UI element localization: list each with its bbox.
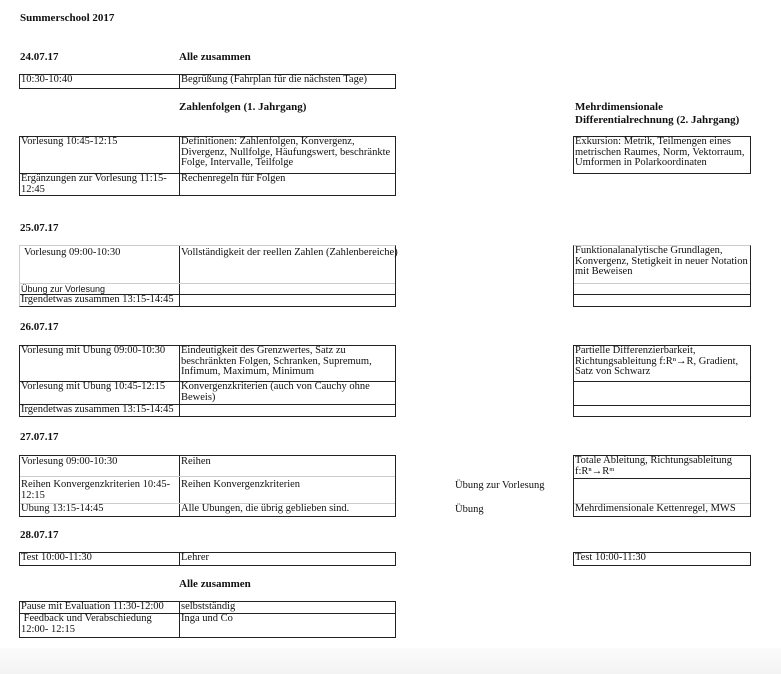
- group2-heading: [575, 101, 739, 127]
- date-heading: 25.07.17: [20, 222, 59, 234]
- topic-cell: Alle Übungen, die übrig geblieben sind.: [179, 504, 395, 516]
- topic-cell: [574, 284, 750, 294]
- topic-cell: Test 10:00-11:30: [575, 553, 646, 563]
- table-row: [574, 246, 750, 283]
- topic-cell: Mehrdimensionale Kettenregel, MWS: [575, 504, 736, 514]
- schedule-table-day5: [19, 552, 396, 566]
- date-heading: 28.07.17: [20, 529, 59, 541]
- time-cell: Vorlesung 09:00-10:30: [24, 247, 121, 258]
- topic-cell: selbstständig: [179, 602, 395, 613]
- table-row: [20, 381, 395, 404]
- time-cell: Irgendetwas zusammen 13:15-14:45: [21, 405, 174, 415]
- time-cell: Test 10:00-11:30: [21, 553, 92, 563]
- schedule-table-day3: [19, 345, 396, 417]
- topic-cell: Rechenregeln für Folgen: [179, 174, 395, 195]
- schedule-table-day3-group2: [573, 345, 751, 417]
- topic-cell: [574, 295, 750, 306]
- table-row: [20, 294, 395, 306]
- date-heading: 26.07.17: [20, 321, 59, 333]
- schedule-table-day1: [19, 136, 396, 196]
- section-heading-all: Alle zusammen: [179, 51, 251, 63]
- topic-cell: Eindeutigkeit des Grenzwertes, Satz zu beschränkten Folgen, Schranken, Supremum, Infimum, Maximum, Minimum: [179, 346, 395, 381]
- middle-label: Übung: [455, 504, 484, 515]
- topic-cell: Reihen Konvergenzkriterien: [179, 477, 395, 503]
- table-row: [20, 246, 398, 283]
- table-row: [20, 75, 395, 88]
- topic-cell: Exkursion: Metrik, Teilmengen eines metrischen Raumes, Norm, Vektorraum, Umformen in Polarkoordinaten: [575, 137, 745, 168]
- table-row: [20, 503, 395, 516]
- time-cell: Vorlesung 09:00-10:30: [21, 456, 118, 467]
- schedule-table-day2: [19, 245, 396, 307]
- group2-heading-line2: Differentialrechnung (2. Jahrgang): [575, 114, 740, 126]
- topic-cell: Funktionalanalytische Grundlagen, Konvergenz, Stetigkeit in neuer Notation mit Beweisen: [575, 246, 748, 277]
- document-title: Summerschool 2017: [20, 12, 115, 24]
- time-cell: Vorlesung mit Übung 10:45-12:15: [21, 382, 166, 392]
- topic-cell: [179, 284, 395, 294]
- schedule-table-day1-group2: [573, 136, 751, 174]
- table-row: [574, 405, 750, 416]
- topic-cell: [179, 295, 395, 306]
- table-row: [574, 381, 750, 405]
- section-heading-all: Alle zusammen: [179, 578, 251, 590]
- table-row: [574, 503, 750, 516]
- topic-cell: [574, 406, 750, 416]
- date-heading: 24.07.17: [20, 51, 59, 63]
- group2-heading-line1: Mehrdimensionale: [575, 101, 663, 113]
- topic-cell: Lehrer: [179, 553, 395, 565]
- table-row: [20, 456, 395, 476]
- schedule-table-day5-group2: [573, 552, 751, 566]
- group1-heading: Zahlenfolgen (1. Jahrgang): [179, 101, 307, 113]
- time-cell: Irgendetwas zusammen 13:15-14:45: [21, 295, 174, 305]
- topic-cell: Definitionen: Zahlenfolgen, Konvergenz, Divergenz, Nullfolge, Häufungswert, beschränkte Folge, Intervalle, Teilfolge: [179, 137, 395, 173]
- time-cell: Übung 13:15-14:45: [21, 504, 104, 514]
- schedule-table-day4: [19, 455, 396, 517]
- table-row: [20, 602, 395, 613]
- topic-cell: [179, 405, 395, 416]
- topic-cell: [574, 382, 750, 405]
- time-cell: Übung zur Vorlesung: [21, 284, 106, 294]
- schedule-table-day2-group2: [573, 245, 751, 307]
- topic-cell: Vollständigkeit der reellen Zahlen (Zahlenbereiche): [179, 246, 395, 283]
- topic-cell: Reihen: [179, 456, 395, 476]
- table-row: [20, 137, 395, 173]
- date-heading: 27.07.17: [20, 431, 59, 443]
- time-cell: Vorlesung mit Übung 09:00-10:30: [21, 346, 166, 356]
- table-row: [574, 346, 750, 381]
- time-cell: Feedback und Verabschiedung 12:00- 12:15: [21, 614, 155, 635]
- table-row: [574, 283, 750, 294]
- topic-cell: Totale Ableitung, Richtungsableitung f:Rⁿ→Rᵐ: [575, 456, 733, 477]
- table-row: [20, 283, 395, 294]
- table-row: [20, 613, 395, 637]
- time-cell: Reihen Konvergenzkriterien 10:45-12:15: [21, 479, 171, 501]
- table-row: [20, 173, 395, 195]
- schedule-table-day4-group2: [573, 455, 751, 517]
- table-row: [20, 404, 395, 416]
- topic-cell: Partielle Differenzierbarkeit, Richtungsableitung f:Rⁿ→R, Gradient, Satz von Schwarz: [575, 346, 739, 377]
- table-row: [20, 346, 395, 381]
- schedule-table-closing: [19, 601, 396, 638]
- time-cell: Ergänzungen zur Vorlesung 11:15-12:45: [21, 174, 167, 195]
- topic-cell: Konvergenzkriterien (auch von Cauchy ohne Beweis): [179, 382, 395, 404]
- middle-label: Übung zur Vorlesung: [455, 480, 545, 491]
- table-row: [574, 478, 750, 503]
- table-row: [574, 553, 750, 565]
- table-row: [574, 294, 750, 306]
- table-row: [20, 476, 395, 503]
- time-cell: Pause mit Evaluation 11:30-12:00: [21, 602, 164, 612]
- topic-cell: Inga und Co: [179, 614, 395, 637]
- time-cell: Vorlesung 10:45-12:15: [21, 137, 118, 147]
- topic-cell: Begrüßung (Fahrplan für die nächsten Tage): [179, 75, 395, 88]
- time-cell: 10:30-10:40: [21, 75, 73, 85]
- table-row: [574, 137, 750, 173]
- topic-cell: [574, 479, 750, 503]
- schedule-table-welcome: [19, 74, 396, 89]
- page-bottom-margin: [0, 648, 781, 674]
- table-row: [20, 553, 395, 565]
- table-row: [574, 456, 750, 478]
